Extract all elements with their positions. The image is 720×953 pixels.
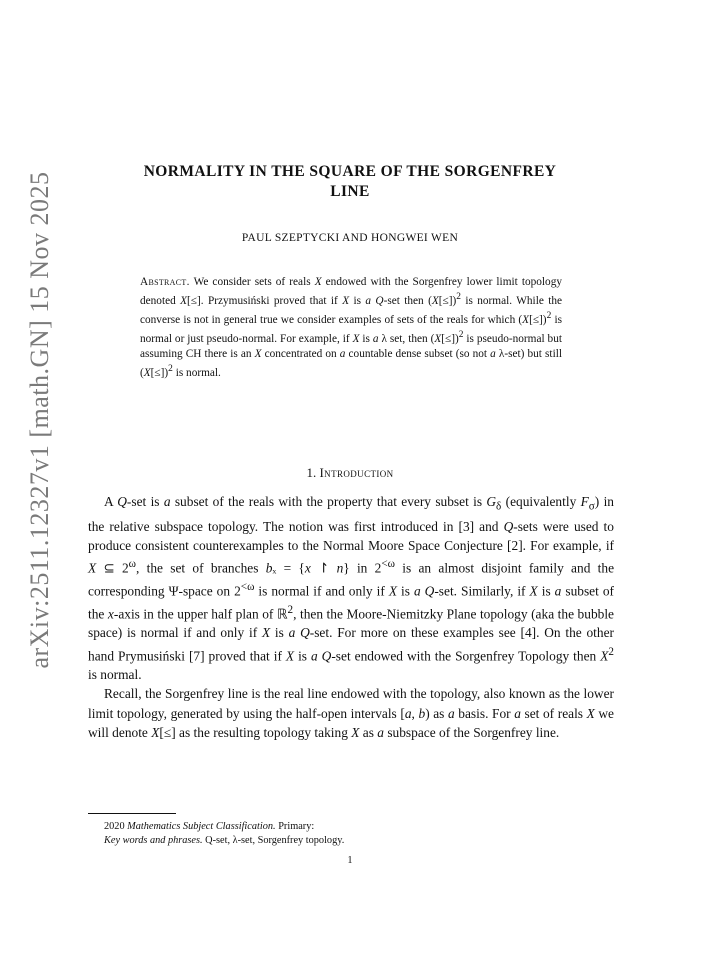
abstract-text: We consider sets of reals X endowed with the Sorgenfrey lower limit topology denoted X[≤]. Przymusiński proved that if X is a Q-set then (X[≤])$^2$ is normal. While the converse is not in general true we consider examples of sets of the reals for which (X[≤])$^2$ is normal or just pseudo-normal. For example, if X is a λ set, then (X[≤])$^2$ is pseudo-normal but assuming CH there is an X concentrated on a countable dense subset (so not a λ-set) but still (X[≤])$^2$ is normal.: [140, 276, 563, 379]
abstract-label: Abstract.: [140, 276, 190, 288]
section-heading: [80, 465, 620, 481]
msc-value: Primary:: [278, 821, 315, 832]
msc-footnote: [104, 820, 614, 834]
keywords-value: Q-set, λ-set, Sorgenfrey topology.: [205, 835, 345, 846]
abstract: [140, 275, 562, 381]
title-line-2: LINE: [330, 183, 370, 200]
title-line-1: NORMALITY IN THE SQUARE OF THE SORGENFREY: [143, 163, 557, 180]
keywords-label: Key words and phrases.: [104, 835, 203, 846]
author-list: PAUL SZEPTYCKI AND HONGWEI WEN: [241, 232, 459, 244]
section-title: Introduction: [319, 465, 394, 480]
page-number: 1: [347, 855, 353, 866]
body-text: [88, 492, 614, 742]
footnotes: [104, 820, 614, 848]
paragraph: A Q-set is a subset of the reals with the property that every subset is $G_\delta$ (equivalently $F_\sigma$) in the relative subspace topology. The notion was first introduced in [3] and Q-sets were used to produce consistent counterexamples to the Normal Moore Space Conjecture [2]. For example, if X ⊆ $2^\omega$, the set of branches bₓ = {x ↾ n} in $2^{<\omega}$ is an almost disjoint family and the corresponding Ψ-space on $2^{<\omega}$ is normal if and only if X is a Q-set. Similarly, if X is a subset of the x-axis in the upper half plan of ℝ$^2$, then the Moore-Niemitzky Plane topology (aka the bubble space) is normal if and only if X is a Q-set. For more on these examples see [4]. On the other hand Prymusiński [7] proved that if X is a Q-set endowed with the Sorgenfrey Topology then $X^2$ is normal.: [88, 494, 615, 683]
footnote-rule: [88, 813, 176, 814]
arxiv-identifier: arXiv:2511.12327v1 [math.GN] 15 Nov 2025: [25, 171, 54, 669]
arxiv-stamp: [14, 0, 66, 953]
paragraph: Recall, the Sorgenfrey line is the real line endowed with the topology, also known as the lower limit topology, generated by using the half-open intervals [a, b) as a basis. For a set of reals X we will denote X[≤] as the resulting topology taking X as a subspace of the Sorgenfrey line.: [88, 686, 615, 740]
paper-title: [80, 162, 620, 202]
msc-year: 2020: [104, 821, 125, 832]
msc-label: Mathematics Subject Classification.: [127, 821, 276, 832]
section-number: 1.: [306, 465, 317, 480]
keywords-footnote: [104, 834, 614, 848]
